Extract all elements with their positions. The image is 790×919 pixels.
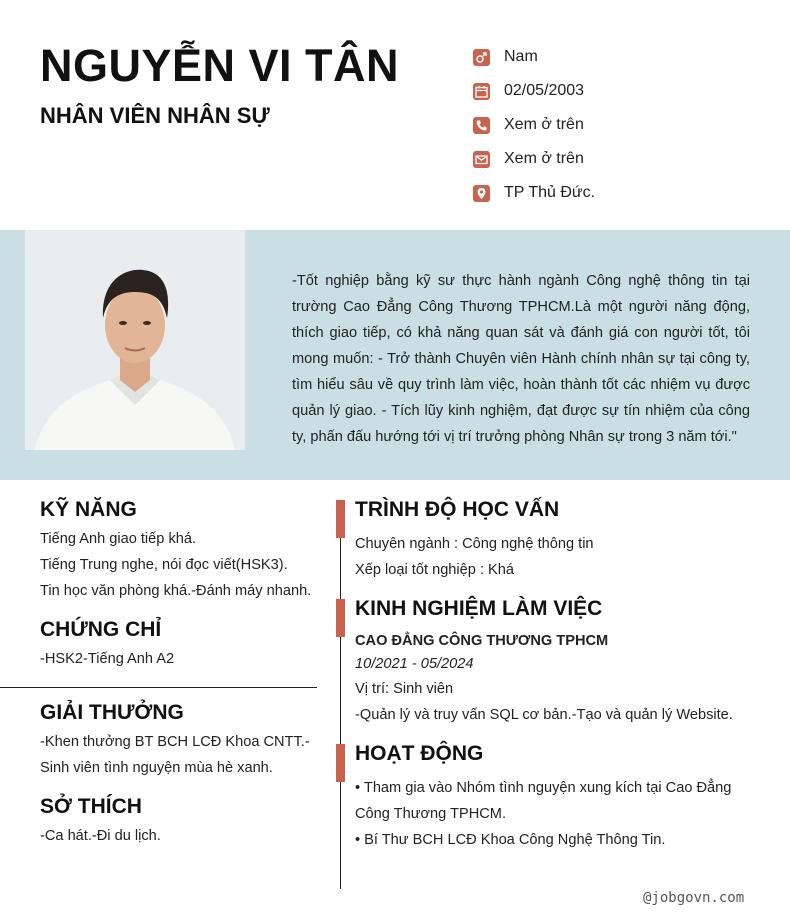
summary-band <box>0 230 790 480</box>
activity-item: • Tham gia vào Nhóm tình nguyện xung kích tại Cao Đẳng <box>355 780 732 796</box>
experience-title: KINH NGHIỆM LÀM VIỆC <box>355 597 603 620</box>
phone-text: Xem ở trên <box>504 116 584 133</box>
activity-item: • Bí Thư BCH LCĐ Khoa Công Nghệ Thông Tin. <box>355 832 666 848</box>
job-title: NHÂN VIÊN NHÂN SỰ <box>40 103 270 128</box>
calendar-icon <box>473 83 490 100</box>
experience-marker <box>336 599 345 637</box>
gender-text: Nam <box>504 48 538 65</box>
timeline-line <box>340 500 341 889</box>
skill-item: Tiếng Anh giao tiếp khá. <box>40 531 197 547</box>
contact-email <box>473 142 595 176</box>
footer-watermark: @jobgovn.com <box>643 890 745 906</box>
contact-phone <box>473 108 595 142</box>
activities-marker <box>336 744 345 782</box>
education-item: Chuyên ngành : Công nghệ thông tin <box>355 536 594 552</box>
certificate-item: -HSK2-Tiếng Anh A2 <box>40 651 175 667</box>
contact-location <box>473 176 595 210</box>
experience-description: -Quản lý và truy vấn SQL cơ bản.-Tạo và quản lý Website. <box>355 707 733 723</box>
education-marker <box>336 500 345 538</box>
profile-photo <box>25 230 245 450</box>
certificates-title: CHỨNG CHỈ <box>40 618 162 641</box>
email-icon <box>473 151 490 168</box>
awards-title: GIẢI THƯỞNG <box>40 701 184 724</box>
left-divider <box>0 687 317 688</box>
contact-birthday <box>473 74 595 108</box>
skill-item: Tin học văn phòng khá.-Đánh máy nhanh. <box>40 583 312 599</box>
activity-item: Công Thương TPHCM. <box>355 806 507 822</box>
skill-item: Tiếng Trung nghe, nói đọc viết(HSK3). <box>40 557 288 573</box>
experience-company: CAO ĐẲNG CÔNG THƯƠNG TPHCM <box>355 633 609 649</box>
award-item: -Khen thưởng BT BCH LCĐ Khoa CNTT.- <box>40 734 310 750</box>
career-summary: -Tốt nghiệp bằng kỹ sư thực hành ngành Công nghệ thông tin tại trường Cao Đẳng Công Thương TPHCM.Là một người năng động, thích giao tiếp, có khả năng quan sát và đánh giá con người tốt, tôi mong muốn: - Trở thành Chuyên viên Hành chính nhân sự tại công ty, tìm hiểu sâu về quy trình làm việc, hoàn thành tốt các nhiệm vụ được quản lý giao. - Tích lũy kinh nghiệm, đạt được sự tín nhiệm của công ty, phấn đấu hướng tới vị trí trưởng phòng Nhân sự trong 3 năm tới." <box>292 273 750 445</box>
education-item: Xếp loại tốt nghiệp : Khá <box>355 562 515 578</box>
education-title: TRÌNH ĐỘ HỌC VẤN <box>355 498 560 521</box>
hobby-item: -Ca hát.-Đi du lịch. <box>40 828 161 844</box>
contact-gender <box>473 40 595 74</box>
skills-title: KỸ NĂNG <box>40 498 137 521</box>
birthday-text: 02/05/2003 <box>504 82 585 99</box>
hobbies-title: SỞ THÍCH <box>40 795 142 818</box>
contact-list <box>473 40 595 210</box>
gender-icon <box>473 49 490 66</box>
location-icon <box>473 185 490 202</box>
activities-title: HOẠT ĐỘNG <box>355 742 484 765</box>
award-item: Sinh viên tình nguyện mùa hè xanh. <box>40 760 273 776</box>
candidate-name: NGUYỄN VI TÂN <box>40 40 400 91</box>
experience-period: 10/2021 - 05/2024 <box>355 656 474 672</box>
phone-icon <box>473 117 490 134</box>
experience-position: Vị trí: Sinh viên <box>355 681 454 697</box>
email-text: Xem ở trên <box>504 150 584 167</box>
location-text: TP Thủ Đức. <box>504 184 596 201</box>
